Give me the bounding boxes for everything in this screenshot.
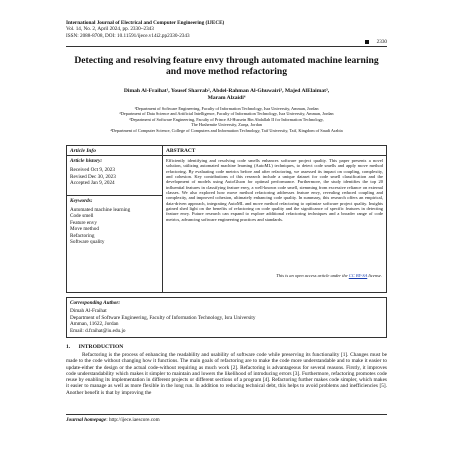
journal-name: International Journal of Electrical and Computer Engineering (IJECE) [66, 20, 225, 26]
corresponding-email[interactable]: Email: d.fraihat@iu.edu.jo [70, 327, 126, 334]
keywords-label: Keywords: [70, 197, 93, 204]
license-suffix: license. [367, 273, 382, 278]
corresponding-name: Dimah Al-Fraihat [70, 308, 107, 315]
corresponding-label: Corresponding Author: [67, 297, 386, 306]
revised-date: Revised Dec 30, 2023 [70, 173, 116, 180]
article-info-header: Article Info [67, 146, 162, 156]
affiliation: The Hashemite University, Zarqa, Jordan [191, 122, 262, 128]
abstract-column [163, 146, 386, 292]
article-history [67, 156, 162, 195]
keyword: Move method [70, 226, 99, 233]
keyword: Software quality [70, 239, 105, 246]
affiliation: ⁴Department of Computer Science, College of Computers and Information Technology, Taif University, Taif, Kingdom of Saudi Arabia [110, 127, 343, 133]
abstract-header: ABSTRACT [163, 146, 386, 156]
journal-volume: Vol. 14, No. 2, April 2024, pp. 2330~2343 [66, 26, 154, 33]
accepted-date: Accepted Jan 9, 2024 [70, 180, 115, 187]
introduction-text: Refactoring is the process of enhancing the readability and usability of software code while preserving its functionality [1]. Changes must be made to the code without changing how it functions. The main goals of refactoring are to make the code more understandable and to make it easier to update-either the design or the actual code-without requiring as much work [2]. Refactoring is advantageous for several reasons. Firstly, it improves code understandability which makes it simpler to maintain and lowers the likelihood of introducing errors [3]. Furthermore, refactoring promotes code reuse by enabling its implementation in different projects or different sections of a program [4]. Refactoring further makes code simpler, which makes it easier to manage as well as more flexible in the long run. In addition to reducing technical debt, this helps to avoid problems and inefficiencies [5]. Another benefit is that by improving the [66, 352, 387, 396]
article-info-box [66, 145, 387, 293]
abstract-text: Efficiently identifying and resolving code smells enhances software project quality. This paper presents a novel solution, utilizing automated machine learning (AutoML) techniques, to detect code smells and apply move method refactoring. By evaluating code metrics before and after refactoring, we assessed its impact on coupling, complexity, and cohesion. Key contributions of this research include a unique dataset for code smell classification and the development of models using AutoGluon for optimal performance. Furthermore, the study identifies the top 20 influential features in classifying feature envy, a well-known code smell, stemming from excessive reliance on external classes. We also explored how move method refactoring addresses feature envy, revealing reduced coupling and complexity, and improved cohesion, ultimately enhancing code quality. In summary, this research offers an empirical, data-driven approach, integrating AutoML and move method refactoring to optimize software project quality. Insights gained shed light on the benefits of refactoring on code quality and the significance of specific features in detecting feature envy. Future research can expand to explore additional refactoring techniques and a broader range of code metrics, advancing software engineering practices and standards. [166, 158, 383, 222]
keyword: Automated machine learning [70, 207, 131, 214]
keyword: Refactoring [70, 232, 95, 239]
footer-label: Journal homepage [66, 417, 107, 423]
page-number-text: 2330 [376, 39, 387, 45]
authors [66, 88, 387, 102]
affiliations [66, 106, 387, 133]
affiliation: ³Department of Software Engineering, Faculty of Prince Al-Hussein Bin Abdallah II for Information Technology, [129, 116, 324, 122]
corresponding-author [66, 297, 387, 338]
page-number [365, 39, 387, 45]
journal-footer [66, 417, 160, 423]
affiliation: ²Department of Data Science and Artificial Intelligence, Faculty of Information Technology, Isra University, Amman, Jordan [119, 111, 334, 117]
footer-rule [66, 414, 387, 415]
corresponding-city: Amman, 11622, Jordan [70, 321, 119, 328]
footer-url[interactable]: : http://ijece.iaescore.com [106, 417, 160, 423]
header-rule [66, 46, 387, 47]
history-label: Article history: [70, 158, 103, 164]
corresponding-dept: Department of Software Engineering, Faculty of Information Technology, Isra University [70, 314, 256, 321]
affiliation: ¹Department of Software Engineering, Faculty of Information Technology, Isra University, Amman, Jordan [134, 106, 319, 111]
square-bullet-icon [365, 40, 369, 44]
keyword: Feature envy [70, 219, 97, 226]
journal-issn: ISSN: 2088-8708, DOI: 10.11591/ijece.v14i2.pp2330-2343 [66, 32, 190, 39]
article-info-column [67, 146, 163, 292]
journal-header [66, 20, 224, 39]
license-note [276, 273, 382, 278]
authors-line: Maram Alzaidi⁴ [207, 94, 246, 101]
paper-title: Detecting and resolving feature envy through automated machine learning and move method refactoring [74, 55, 379, 78]
license-link[interactable]: CC BY-SA [348, 273, 368, 278]
section-heading: 1. INTRODUCTION [66, 344, 124, 350]
keyword: Code smell [70, 213, 94, 220]
keywords [67, 196, 162, 248]
authors-line: Dimah Al-Fraihat¹, Yousef Sharrab², Abdel-Rahman Al-Ghuwairi³, Majed AlElaimat³, [123, 88, 330, 94]
license-prefix: This is an open access article under the [276, 273, 349, 278]
received-date: Received Oct 9, 2023 [70, 167, 115, 174]
corresponding-body [70, 306, 383, 334]
